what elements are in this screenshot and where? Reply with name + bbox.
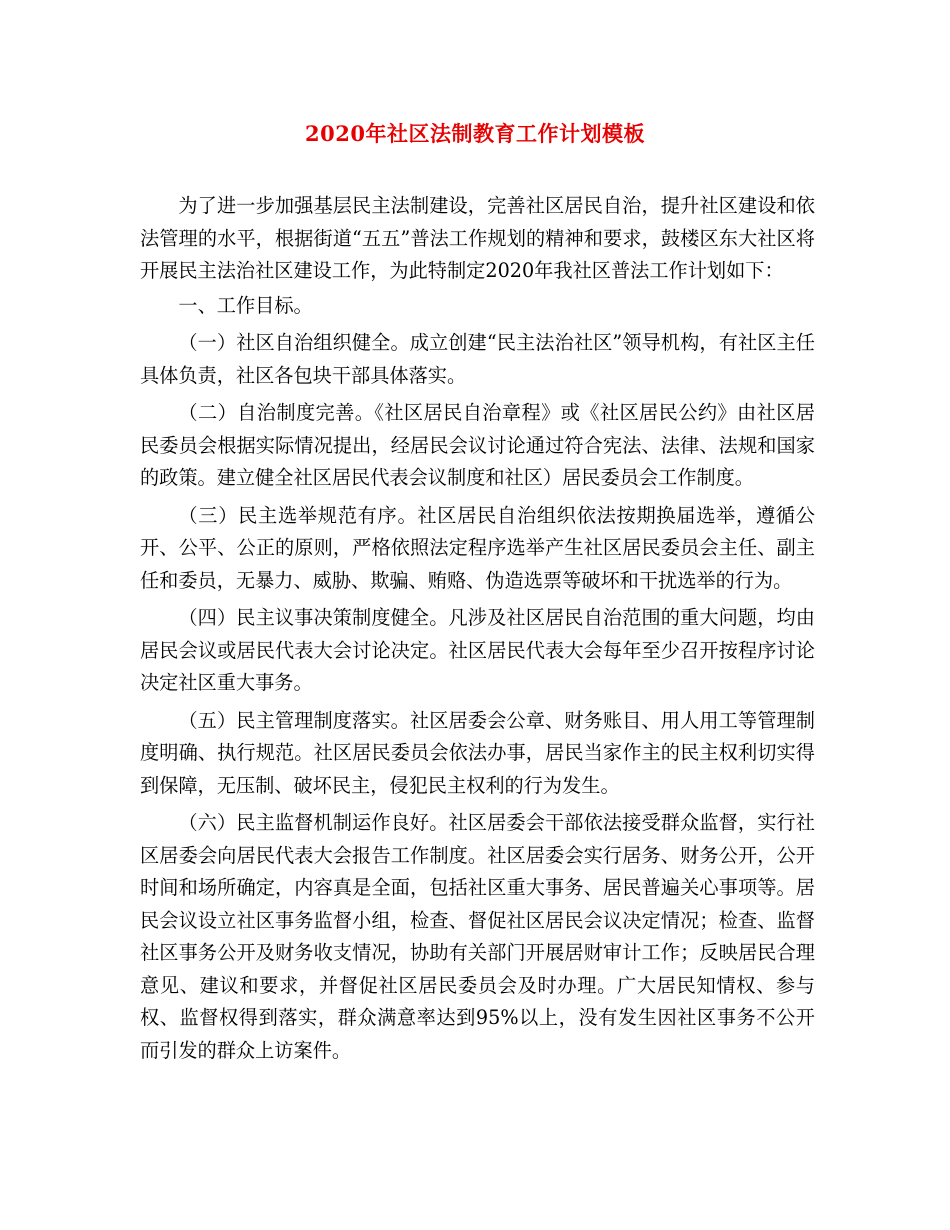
document-body [140, 190, 815, 1067]
section-heading-goals: 一、工作目标。 [178, 293, 313, 317]
goal-paragraph-4: （四）民主议事决策制度健全。凡涉及社区居民自治范围的重大问题，均由居民会议或居民代表大会讨论决定。社区居民代表大会每年至少召开按程序讨论决定社区重大事务。 [140, 606, 815, 694]
goal-paragraph-6: （六）民主监督机制运作良好。社区居委会干部依法接受群众监督，实行社区居委会向居民代表大会报告工作制度。社区居委会实行居务、财务公开，公开时间和场所确定，内容真是全面，包括社区重大事务、居民普遍关心事项等。居民会议设立社区事务监督小组，检查、督促社区居民会议决定情况；检查、监督社区事务公开及财务收支情况，协助有关部门开展居财审计工作；反映居民合理意见、建议和要求，并督促社区居民委员会及时办理。广大居民知情权、参与权、监督权得到落实，群众满意率达到95%以上，没有发生因社区事务不公开而引发的群众上访案件。 [140, 811, 815, 1062]
goal-paragraph-2: （二）自治制度完善。《社区居民自治章程》或《社区居民公约》由社区居民委员会根据实际情况提出，经居民会议讨论通过符合宪法、法律、法规和国家的政策。建立健全社区居民代表会议制度和社区）居民委员会工作制度。 [140, 401, 815, 489]
goal-paragraph-3: （三）民主选举规范有序。社区居民自治组织依法按期换届选举，遵循公开、公平、公正的原则，严格依照法定程序选举产生社区居民委员会主任、副主任和委员，无暴力、威胁、欺骗、贿赂、伪造选票等破坏和干扰选举的行为。 [140, 503, 815, 592]
document-title: 2020年社区法制教育工作计划模板 [305, 121, 645, 146]
goal-paragraph-1: （一）社区自治组织健全。成立创建“民主法治社区”领导机构，有社区主任具体负责，社区各包块干部具体落实。 [140, 331, 815, 387]
goal-paragraph-5: （五）民主管理制度落实。社区居委会公章、财务账目、用人用工等管理制度明确、执行规范。社区居民委员会依法办事，居民当家作主的民主权利切实得到保障，无压制、破坏民主，侵犯民主权利的行为发生。 [140, 708, 815, 797]
intro-paragraph: 为了进一步加强基层民主法制建设，完善社区居民自治，提升社区建设和依法管理的水平，根据街道“五五”普法工作规划的精神和要求，鼓楼区东大社区将开展民主法治社区建设工作，为此特制定2020年我社区普法工作计划如下： [140, 194, 815, 282]
